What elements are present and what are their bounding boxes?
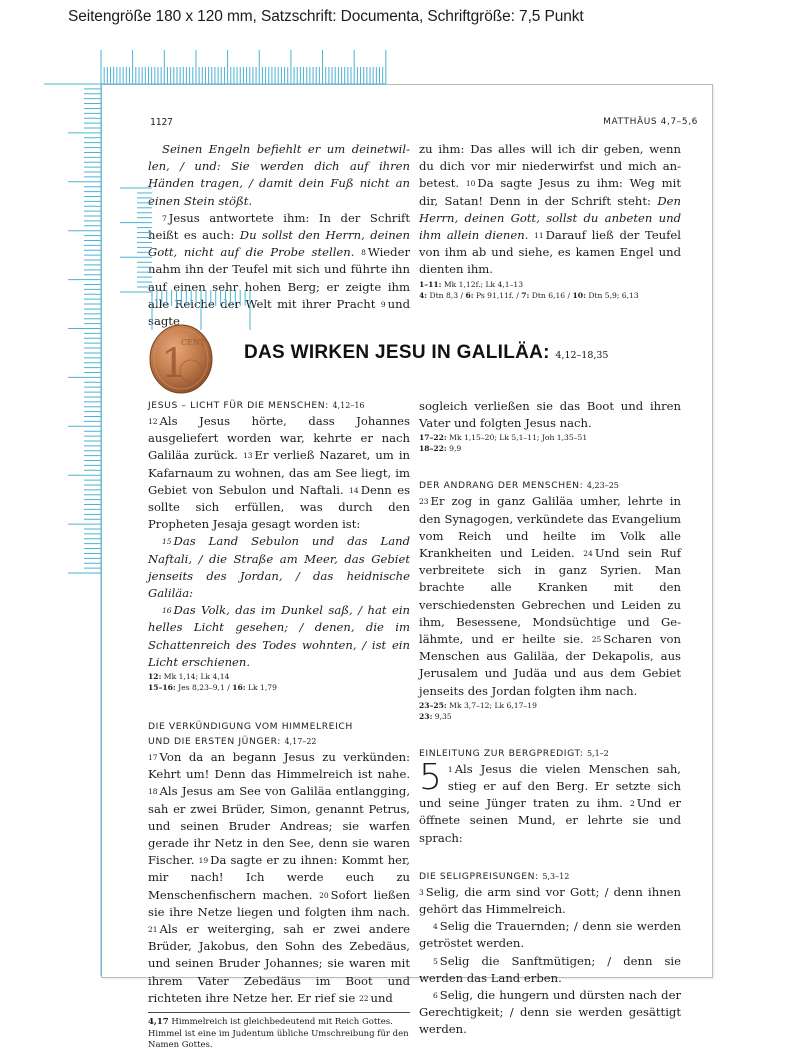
reference-text: Dtn 8,3 / [429, 290, 466, 300]
verse-text: Und er öffnete seinen Mund, er lehrte sie und sprach: [419, 796, 682, 845]
verse-number: 23 [419, 497, 429, 507]
section-title: EINLEITUNG ZUR BERGPREDIGT: [419, 747, 584, 759]
verse-number: 17 [148, 753, 158, 763]
verse-text: Als Jesus die vielen Menschen sah, stieg er auf den Berg. Er setzte sich und seine Jünger traten zu ihm. [419, 761, 681, 811]
verse-number: 22 [358, 993, 369, 1003]
section-heading [148, 398, 410, 413]
section-reference: 5,1–2 [586, 748, 609, 758]
verse-number: 2 [630, 799, 635, 809]
left-ruler [68, 84, 101, 976]
reference-line [419, 279, 681, 290]
section-heading [419, 478, 681, 493]
verse-text: zu ihm: Das alles will ich dir geben, wenn du dich vor mir niederwirfst und mich anbetest. [419, 142, 681, 191]
main-section-heading [244, 342, 608, 364]
reference-key: 23–25: [419, 700, 447, 710]
verse-number: 7 [162, 213, 167, 223]
verse-quote: Du sollst den Herrn, deinen Gott, nicht auf die Probe stellen. [148, 228, 410, 260]
reference-line [419, 700, 681, 711]
right-column-top [419, 141, 681, 301]
left-column-bottom [148, 398, 410, 1052]
footnote-text: Himmelreich ist gleichbedeutend mit Reich Gottes. Himmel ist eine im Judentum übliche Umschreibung für den Namen Gottes. [148, 1017, 409, 1051]
section-reference: 5,3–12 [542, 871, 570, 881]
verse-text: Er verließ Nazaret, um in Kafarnaum zu wohnen, das am See liegt, im Gebiet von Sebulon und Naftali. [148, 448, 410, 497]
section-reference: 4,12–16 [332, 401, 365, 410]
verse-text: Scharen von Menschen aus Galiläa, der Dekapolis, aus Jerusalem und Judäa und aus dem Gebiet jenseits des Jordan folgten ihm nach. [419, 632, 681, 698]
reference-key: 15–16: [148, 683, 176, 693]
cross-references [419, 432, 681, 454]
section-reference: 4,17–22 [284, 737, 317, 747]
page-number: 1127 [150, 117, 173, 128]
reference-key: 17–22: [419, 433, 447, 443]
verse-text: Als Jesus am See von Galiläa entlangging, sah er zwei Brüder, Simon, genannt Petrus, und seinen Bruder Andreas; sie warfen gerade ihr Netz in den See, denn sie waren Fischer. [148, 784, 410, 868]
cross-references [148, 671, 410, 693]
paragraph [419, 884, 681, 918]
verse-text: Und sein Ruf verbreitete sich in ganz Syrien. Man brachte alle Kranken mit den verschiedensten Gebrechen und Leiden zu ihm, Besessene, Mondsüchtige und Gelähmte, und er heilte sie. [419, 546, 682, 647]
section-title-line: UND DIE ERSTEN JÜNGER: [148, 736, 281, 748]
reference-text: Mk 3,7–12; Lk 6,17–19 [449, 700, 537, 710]
verse-number: 9 [380, 299, 386, 309]
page-spec-caption: Seitengröße 180 x 120 mm, Satzschrift: Documenta, Schriftgröße: 7,5 Punkt [68, 8, 584, 25]
reference-text: Mk 1,15–20; Lk 5,1–11; Joh 1,35–51 [449, 433, 588, 443]
quote [148, 533, 410, 602]
reference-text: 9,35 [434, 711, 452, 721]
verse-text: Wieder nahm ihn der Teufel mit sich und führte ihn auf einen sehr hohen Berg; er zeigte ihm alle Reiche der Welt mit ihrer Pracht [148, 245, 410, 311]
verse-number: 19 [198, 856, 209, 866]
verse-text: Von da an begann Jesus zu verkünden: Kehrt um! Denn das Himmelreich ist nahe. [148, 750, 410, 782]
verse-number: 18 [148, 787, 158, 797]
paragraph [419, 493, 681, 699]
reference-key: 7: [521, 290, 530, 300]
verse-text: Da sagte er zu ihnen: Kommt her, mir nach! Ich werde euch zu Menschenfischern machen. [148, 853, 410, 902]
reference-text: Jes 8,23–9,1 / [178, 683, 233, 693]
verse-text: Da sagte Jesus zu ihm: Weg mit dir, Satan! Denn in der Schrift steht: [419, 176, 682, 208]
svg-text:1: 1 [161, 341, 187, 387]
verse-text: Jesus antwortete ihm: In der Schrift heißt es auch: [148, 210, 410, 243]
verse-text: Sofort ließen sie ihre Netze liegen und folgten ihm nach. [148, 887, 410, 919]
paragraph [148, 210, 410, 330]
reference-key: 12: [148, 672, 162, 682]
reference-text: Ps 91,11f. / [475, 290, 522, 300]
reference-line [419, 290, 681, 301]
verse-text: und [370, 990, 393, 1005]
reference-text: Dtn 5,9; 6,13 [588, 290, 639, 300]
running-head: MATTHÄUS 4,7–5,6 [603, 117, 698, 127]
paragraph [419, 918, 681, 952]
footnote [148, 1012, 410, 1052]
verse-number: 13 [242, 451, 253, 461]
reference-line [419, 432, 681, 443]
section-title-line: DIE VERKÜNDIGUNG VOM HIMMELREICH [148, 721, 353, 733]
verse-number: 14 [349, 485, 359, 495]
reference-line [148, 671, 410, 682]
verse-number: 15 [162, 537, 172, 547]
verse-number: 24 [583, 549, 593, 559]
book-page [101, 84, 713, 1051]
verse-number: 20 [319, 890, 329, 900]
reference-key: 4: [419, 290, 428, 300]
verse-number: 4 [433, 922, 438, 932]
verse-text: Selig, die hungern und dürsten nach der Gerechtigkeit; / denn sie werden gesättigt werden. [419, 988, 681, 1037]
verse-number: 5 [433, 956, 438, 966]
reference-text: Mk 1,14; Lk 4,14 [163, 672, 230, 682]
verse-quote: Den Herrn, deinen Gott, sollst du anbeten und ihm allein dienen. [419, 193, 681, 243]
section-title: JESUS – LICHT FÜR DIE MENSCHEN: [148, 400, 329, 411]
section-heading [419, 869, 681, 884]
reference-key: 10: [572, 290, 586, 300]
verse-number: 12 [148, 417, 158, 426]
verse-text: Darauf ließ der Teufel von ihm ab und siehe, es kamen Engel und dienten ihm. [419, 228, 682, 277]
reference-text: Dtn 6,16 / [531, 290, 573, 300]
verse-text: und sagte [148, 296, 410, 329]
reference-line [148, 682, 410, 693]
verse-text: Selig, die arm sind vor Gott; / denn ihnen gehört das Himmelreich. [419, 884, 681, 917]
reference-key: 6: [465, 290, 474, 300]
section-title: DIE SELIGPREISUNGEN: [419, 870, 539, 882]
verse-text: Denn es sollte sich erfüllen, was durch den Propheten Jesaja gesagt worden ist: [148, 482, 411, 532]
heading-title: DAS WIRKEN JESU IN GALILÄA: [244, 342, 550, 363]
heading-reference: 4,12–18,35 [555, 350, 609, 361]
quote [148, 602, 410, 671]
paragraph [419, 756, 682, 847]
verse-number: 6 [433, 991, 438, 1001]
verse-text: Selig die Sanftmütigen; / denn sie werden das Land erben. [419, 953, 681, 985]
reference-line [419, 443, 681, 454]
right-column-bottom [419, 398, 681, 1039]
verse-text: Als Jesus hörte, dass Johannes ausgeliefert worden war, kehrte er nach Galiläa zurück. [148, 414, 410, 463]
reference-key: 1–11: [419, 279, 442, 289]
footnote-key: 4,17 [148, 1017, 169, 1028]
cross-references [419, 279, 681, 301]
verse-number: 8 [361, 248, 366, 258]
reference-key: 16: [232, 683, 246, 693]
section-reference: 4,23–25 [586, 481, 619, 491]
verse-number: 1 [447, 764, 453, 774]
verse-number: 16 [162, 606, 172, 616]
verse-number: 21 [148, 925, 158, 935]
reference-text: 9,9 [449, 444, 462, 454]
coin-label: CENT [181, 338, 206, 347]
cross-references [419, 700, 681, 722]
reference-line [419, 711, 681, 722]
verse-number: 11 [534, 231, 544, 241]
paragraph [148, 749, 410, 1007]
verse-text: Das Volk, das im Dunkel saß, / hat ein helles Licht gesehen; / denen, die im Schattenreich des Todes wohnten, / ist ein Licht erschienen. [148, 603, 410, 669]
verse-text: Selig die Trauernden; / denn sie werden getröstet werden. [419, 919, 681, 951]
paragraph [419, 141, 681, 279]
paragraph [419, 987, 681, 1039]
chapter-number: 5 [419, 756, 442, 798]
section-title: DER ANDRANG DER MENSCHEN: [419, 480, 584, 492]
reference-key: 23: [419, 711, 433, 721]
verse-text: Als er weiterging, sah er zwei andere Brüder, Jakobus, den Sohn des Zebedäus, und seinen Bruder Johannes; sie waren mit ihrem Vater Zebedäus im Boot und richteten ihre Netze her. Er rief sie [148, 922, 410, 1005]
reference-text: Mk 1,12f.; Lk 4,1–13 [443, 279, 524, 289]
one-cent-coin-icon [148, 319, 214, 395]
paragraph: sogleich verließen sie das Boot und ihren Vater und folgten Jesus nach. [419, 399, 681, 431]
reference-text: Lk 1,79 [248, 683, 277, 693]
verse-text: Er zog in ganz Galiläa umher, lehrte in den Synagogen, verkündete das Evangelium vom Reich und heilte im Volk alle Krankheiten und Leiden. [419, 494, 681, 561]
left-column-top [148, 141, 410, 330]
paragraph [419, 953, 681, 987]
section-heading [419, 746, 681, 761]
quote-psalm: Seinen Engeln befiehlt er um deinetwillen, / und: Sie werden dich auf ihren Händen tragen, / damit dein Fuß nicht an einen Stein stößt. [148, 142, 410, 208]
verse-number: 25 [591, 635, 602, 645]
section-heading [148, 719, 410, 749]
verse-number: 3 [419, 887, 424, 897]
top-ruler [44, 50, 386, 84]
verse-number: 10 [465, 179, 476, 189]
verse-text: Das Land Sebulon und das Land Naftali, / die Straße am Meer, das Gebiet jenseits des Jordan, / das heidnische Galiläa: [148, 534, 410, 601]
paragraph [148, 413, 410, 533]
reference-key: 18–22: [419, 444, 447, 454]
